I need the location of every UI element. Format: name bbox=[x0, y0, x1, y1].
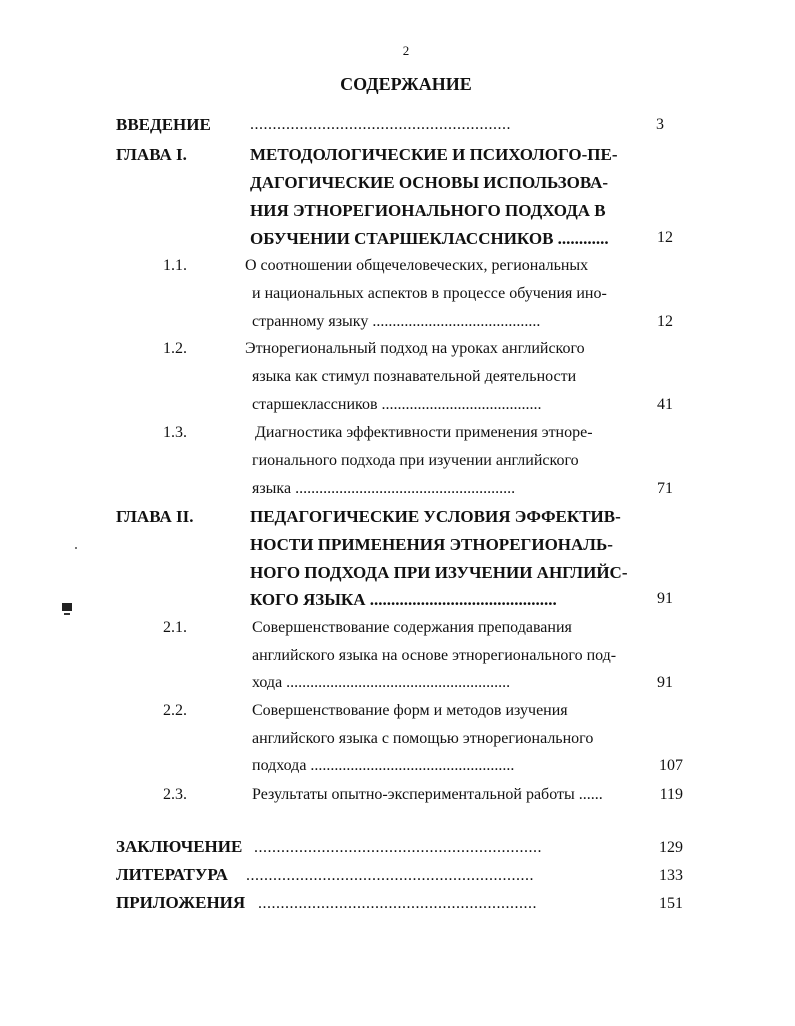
toc-title-line: МЕТОДОЛОГИЧЕСКИЕ И ПСИХОЛОГО-ПЕ- bbox=[250, 145, 618, 164]
toc-title-line: английского языка с помощью этнорегионального bbox=[252, 730, 594, 747]
toc-page-number: 71 bbox=[657, 480, 673, 497]
toc-title-line: Результаты опытно-экспериментальной работы ...... bbox=[252, 786, 603, 803]
toc-title-line: языка ....................................................... bbox=[252, 480, 516, 497]
scan-mark bbox=[64, 613, 70, 615]
toc-title-line: странному языку .......................................... bbox=[252, 313, 541, 330]
scan-mark bbox=[62, 603, 72, 611]
toc-label: ГЛАВА II. bbox=[116, 507, 194, 526]
toc-page-number: 107 bbox=[659, 757, 683, 774]
toc-page-number: 12 bbox=[657, 229, 673, 246]
toc-title-line: английского языка на основе этнорегионального под- bbox=[252, 647, 617, 664]
toc-title-line: НОГО ПОДХОДА ПРИ ИЗУЧЕНИИ АНГЛИЙС- bbox=[250, 563, 628, 582]
toc-label: ПРИЛОЖЕНИЯ bbox=[116, 893, 246, 912]
toc-label: ЗАКЛЮЧЕНИЕ bbox=[116, 837, 243, 856]
toc-title-line: ДАГОГИЧЕСКИЕ ОСНОВЫ ИСПОЛЬЗОВА- bbox=[250, 173, 609, 192]
toc-title-line: Этнорегиональный подход на уроках английского bbox=[245, 340, 585, 357]
toc-section-number: 2.2. bbox=[163, 702, 187, 719]
toc-page-number: 91 bbox=[657, 590, 673, 607]
toc-leader-dots: ................................................................ bbox=[254, 839, 542, 856]
page-number: 2 bbox=[402, 43, 410, 58]
toc-page-number: 119 bbox=[659, 786, 683, 803]
toc-label: ГЛАВА I. bbox=[116, 145, 187, 164]
toc-title-line: НОСТИ ПРИМЕНЕНИЯ ЭТНОРЕГИОНАЛЬ- bbox=[250, 535, 613, 554]
toc-title-line: старшеклассников ........................................ bbox=[252, 396, 542, 413]
toc-title-line: КОГО ЯЗЫКА ............................................ bbox=[250, 590, 557, 609]
toc-page-number: 133 bbox=[659, 867, 683, 884]
toc-title-line: ОБУЧЕНИИ СТАРШЕКЛАССНИКОВ ............ bbox=[250, 229, 609, 248]
toc-title-line: языка как стимул познавательной деятельности bbox=[252, 368, 577, 385]
toc-title-line: гионального подхода при изучении английского bbox=[252, 452, 579, 469]
toc-title-line: Диагностика эффективности применения этноре- bbox=[255, 424, 593, 441]
toc-section-number: 1.1. bbox=[163, 257, 187, 274]
toc-section-number: 2.1. bbox=[163, 619, 187, 636]
toc-title-line: Совершенствование содержания преподавания bbox=[252, 619, 572, 636]
toc-page-number: 3 bbox=[656, 116, 664, 133]
toc-title-line: подхода ................................................... bbox=[252, 757, 515, 774]
toc-title-line: и национальных аспектов в процессе обучения ино- bbox=[252, 285, 607, 302]
toc-leader-dots: .......................................................... bbox=[250, 116, 511, 133]
page-title: СОДЕРЖАНИЕ bbox=[340, 74, 472, 94]
toc-title-line: О соотношении общечеловеческих, региональных bbox=[245, 257, 589, 274]
toc-leader-dots: ................................................................ bbox=[246, 867, 534, 884]
toc-title-line: Совершенствование форм и методов изучения bbox=[252, 702, 568, 719]
toc-label: ЛИТЕРАТУРА bbox=[116, 865, 228, 884]
toc-label: ВВЕДЕНИЕ bbox=[116, 115, 211, 134]
toc-page-number: 12 bbox=[657, 313, 673, 330]
toc-page-number: 151 bbox=[659, 895, 683, 912]
scan-speck bbox=[75, 547, 77, 549]
toc-title-line: хода ........................................................ bbox=[252, 674, 511, 691]
toc-section-number: 1.2. bbox=[163, 340, 187, 357]
toc-section-number: 1.3. bbox=[163, 424, 187, 441]
toc-title-line: ПЕДАГОГИЧЕСКИЕ УСЛОВИЯ ЭФФЕКТИВ- bbox=[250, 507, 621, 526]
toc-page-number: 41 bbox=[657, 396, 673, 413]
toc-page-number: 91 bbox=[657, 674, 673, 691]
toc-page-number: 129 bbox=[659, 839, 683, 856]
toc-section-number: 2.3. bbox=[163, 786, 187, 803]
toc-leader-dots: .............................................................. bbox=[258, 895, 537, 912]
toc-title-line: НИЯ ЭТНОРЕГИОНАЛЬНОГО ПОДХОДА В bbox=[250, 201, 606, 220]
